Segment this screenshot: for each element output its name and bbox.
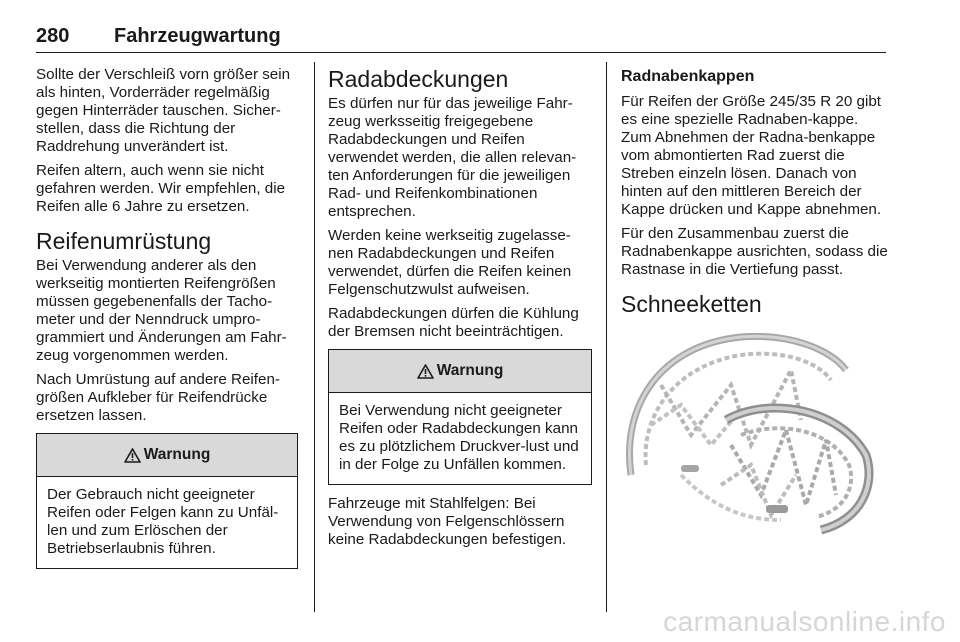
- paragraph: Nach Umrüstung auf andere Reifen-größen Aufkleber für Reifendrücke ersetzen lassen.: [36, 371, 280, 424]
- paragraph: Fahrzeuge mit Stahlfelgen: Bei Verwendung von Felgenschlössern keine Radabdeckungen befestigen.: [328, 495, 567, 548]
- warning-triangle-icon: [417, 364, 434, 379]
- warning-title: Warnung: [143, 446, 211, 463]
- paragraph: Bei Verwendung anderer als den werkseitig montierten Reifengrößen müssen gegebenenfalls der Tacho-meter und der Nenndruck umpro-grammiert und Änderungen am Fahr-zeug vorgenommen werden.: [36, 257, 287, 364]
- warning-text: Bei Verwendung nicht geeigneter Reifen oder Radabdeckungen kann es zu plötzlichem Druckver-lust und in der Folge zu Unfällen kommen.: [339, 402, 579, 473]
- paragraph: Radabdeckungen dürfen die Kühlung der Bremsen nicht beeinträchtigen.: [328, 305, 579, 340]
- column-divider: [314, 62, 315, 612]
- section-heading: Reifenumrüstung: [36, 228, 212, 254]
- warning-box: [36, 433, 298, 569]
- page-number: 280: [36, 25, 70, 47]
- paragraph: Werden keine werkseitig zugelasse-nen Radabdeckungen und Reifen verwendet, dürfen die Reifen keinen Felgenschutzwulst aufweisen.: [328, 227, 572, 298]
- page-header: [36, 22, 886, 53]
- warning-title: Warnung: [436, 362, 504, 379]
- warning-text: Der Gebrauch nicht geeigneter Reifen oder Felgen kann zu Unfäl-len und zum Erlöschen der Betriebserlaubnis führen.: [47, 486, 279, 557]
- warning-triangle-icon: [124, 448, 141, 463]
- column-1: [36, 66, 298, 579]
- column-divider: [606, 62, 607, 612]
- watermark: carmanualsonline.info: [663, 606, 946, 637]
- paragraph: Es dürfen nur für das jeweilige Fahr-zeug werksseitig freigegebene Radabdeckungen und Reifen verwendet werden, die allen relevan-ten Anforderungen für die jeweiligen Rad- und Reifenkombinationen entsprechen.: [328, 95, 577, 220]
- subsection-heading: Radnabenkappen: [621, 68, 755, 85]
- section-heading: Schneeketten: [621, 291, 762, 317]
- paragraph: Reifen altern, auch wenn sie nicht gefahren werden. Wir empfehlen, die Reifen alle 6 Jahre zu ersetzen.: [36, 162, 286, 215]
- snow-chains-illustration: [621, 325, 881, 540]
- column-2: [328, 66, 592, 555]
- column-3: [621, 66, 891, 540]
- page-title: Fahrzeugwartung: [114, 25, 281, 47]
- paragraph: Für den Zusammenbau zuerst die Radnabenkappe ausrichten, sodass die Rastnase in die Vertiefung passt.: [621, 225, 888, 278]
- warning-box: [328, 349, 592, 485]
- paragraph: Sollte der Verschleiß vorn größer sein als hinten, Vorderräder regelmäßig gegen Hinterräder tauschen. Sicher-stellen, dass die Richtung der Raddrehung unverändert ist.: [36, 66, 291, 155]
- paragraph: Für Reifen der Größe 245/35 R 20 gibt es eine spezielle Radnaben-kappe. Zum Abnehmen der Radna-benkappe vom abmontierten Rad zuerst die Streben einzeln lösen. Danach von hinten auf den mittleren Bereich der Kappe drücken und Kappe abnehmen.: [621, 93, 882, 218]
- warning-header: [329, 350, 591, 393]
- section-heading: Radabdeckungen: [328, 66, 509, 92]
- warning-header: [37, 434, 297, 477]
